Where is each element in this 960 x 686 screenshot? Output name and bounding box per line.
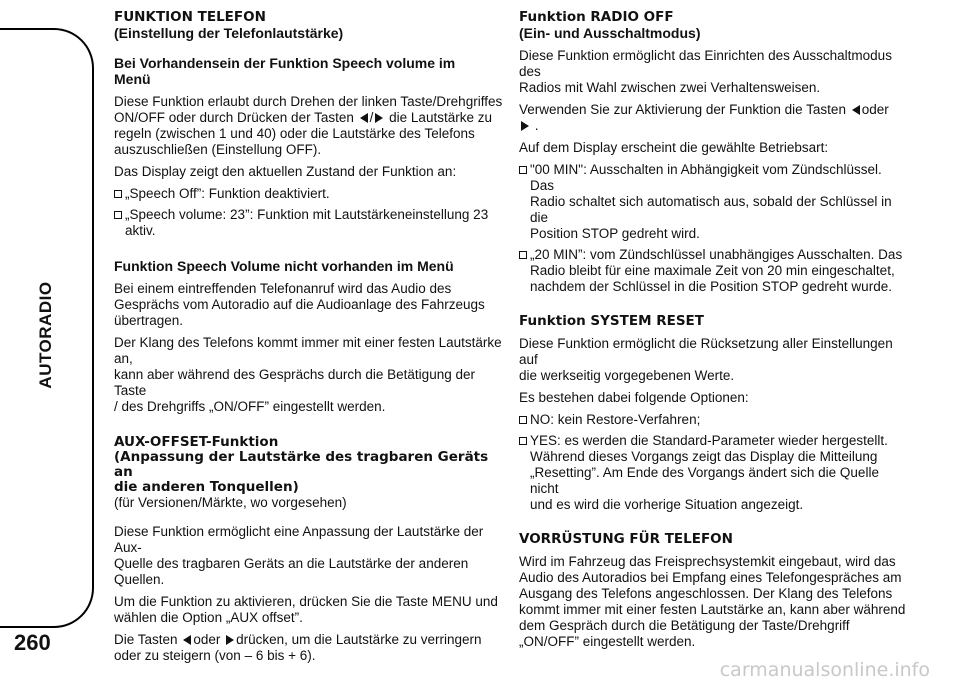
chapter-label: AUTORADIO [36, 281, 55, 389]
note-versions: (für Versionen/Märkte, wo vorgesehen) [114, 495, 347, 510]
checkbox-bullet-icon [114, 190, 122, 198]
left-column [114, 10, 504, 670]
heading-speech-volume-line1: Bei Vorhandensein der Funktion Speech volume im [114, 55, 456, 71]
subheading-aux-offset-line2: die anderen Tonquellen) [114, 479, 299, 495]
right-arrow-icon [521, 121, 529, 131]
paragraph-aux-keys: Die Tasten oder drücken, um die Lautstärke zu verringern oder zu steigern (von – 6 bis + 6). [114, 632, 482, 663]
paragraph-radio-off-keys: Verwenden Sie zur Aktivierung der Funktion die Tasten oder . [519, 102, 889, 133]
list-item: "00 MIN": Ausschalten in Abhängigkeit vom Zündschlüssel. Das Radio schaltet sich automatisch aus, sobald der Schlüssel in die Position STOP gedreht wird. [519, 162, 909, 242]
list-item: „Speech Off”: Funktion deaktiviert. [114, 186, 504, 202]
heading-radio-off: Funktion RADIO OFF [519, 9, 674, 25]
list-item: „Speech volume: 23”: Funktion mit Lautstärkeneinstellung 23 aktiv. [114, 207, 504, 239]
list-item: „20 MIN”: vom Zündschlüssel unabhängiges Ausschalten. Das Radio bleibt für eine maximale Zeit von 20 min eingeschaltet, nachdem der Schlüssel in die Position STOP gedreht wurde. [519, 247, 909, 295]
checkbox-bullet-icon [519, 251, 527, 259]
right-arrow-icon [226, 635, 234, 645]
paragraph-aux-activate: Um die Funktion zu aktivieren, drücken Sie die Taste MENU und wählen die Option „AUX offset”. [114, 594, 498, 625]
paragraph-display: Das Display zeigt den aktuellen Zustand der Funktion an: [114, 164, 457, 179]
paragraph-telefon-vorruestung: Wird im Fahrzeug das Freisprechsystemkit eingebaut, wird das Audio des Autoradios bei Empfang eines Telefongespräches am Ausgang des Telefons angeschlossen. Der Klang des Telefons kommt immer mit einer festen Lautstärke an, kann aber während dem Gespräch durch die Betätigung der Taste/Drehgriff „ON/OFF” eingestellt werden. [519, 554, 906, 649]
checkbox-bullet-icon [519, 416, 527, 424]
heading-system-reset: Funktion SYSTEM RESET [519, 313, 704, 329]
right-column [519, 10, 909, 656]
right-arrow-icon [375, 113, 383, 123]
watermark: carmanualsonline.info [719, 659, 930, 681]
checkbox-bullet-icon [114, 211, 122, 219]
paragraph-speech-volume: Diese Funktion erlaubt durch Drehen der linken Taste/Drehgriffes ON/OFF oder durch Drücken der Tasten / die Lautstärke zu regeln (zwischen 1 und 40) oder die Lautstärke des Telefons auszuschließen (Einstellung OFF). [114, 94, 503, 157]
left-arrow-icon [183, 635, 191, 645]
left-arrow-icon [852, 105, 860, 115]
paragraph-radio-off-display: Auf dem Display erscheint die gewählte Betriebsart: [519, 140, 829, 155]
list-item: NO: kein Restore-Verfahren; [519, 412, 909, 428]
heading-speech-volume-line2: Menü [114, 71, 151, 87]
paragraph-radio-off: Diese Funktion ermöglicht das Einrichten des Ausschaltmodus des Radios mit Wahl zwischen zwei Verhaltensweisen. [519, 48, 892, 95]
paragraph-system-reset: Diese Funktion ermöglicht die Rücksetzung aller Einstellungen auf die werkseitig vorgegebenen Werte. [519, 336, 893, 383]
checkbox-bullet-icon [519, 437, 527, 445]
paragraph-incoming-call: Bei einem eintreffenden Telefonanruf wird das Audio des Gesprächs vom Autoradio auf die Audioanlage des Fahrzeugs übertragen. [114, 281, 485, 328]
paragraph-options: Es bestehen dabei folgende Optionen: [519, 390, 749, 405]
checkbox-bullet-icon [519, 166, 527, 174]
subheading-aux-offset-line1: (Anpassung der Lautstärke des tragbaren Geräts an [114, 449, 489, 480]
heading-telefon-vorruestung: VORRÜSTUNG FÜR TELEFON [519, 531, 733, 547]
paragraph-aux-adjust: Diese Funktion ermöglicht eine Anpassung der Lautstärke der Aux- Quelle des tragbaren Geräts an die Lautstärke der anderen Quellen. [114, 524, 484, 587]
heading-aux-offset: AUX-OFFSET-Funktion [114, 434, 279, 450]
subheading-radio-off: (Ein- und Ausschaltmodus) [519, 25, 701, 41]
list-item: YES: es werden die Standard-Parameter wieder hergestellt. Während dieses Vorgangs zeigt das Display die Mitteilung „Resetting”. Am Ende des Vorgangs ändert sich die Quelle nicht und es wird die vorherige Situation angezeigt. [519, 433, 909, 513]
paragraph-phone-sound: Der Klang des Telefons kommt immer mit einer festen Lautstärke an, kann aber während des Gesprächs durch die Betätigung der Taste / des Drehgriffs „ON/OFF” eingestellt werden. [114, 335, 502, 414]
heading-funktion-telefon: FUNKTION TELEFON [114, 9, 266, 25]
sidebar [0, 0, 94, 686]
heading-speech-volume-absent: Funktion Speech Volume nicht vorhanden im Menü [114, 258, 454, 274]
subheading-telefonlautstaerke: (Einstellung der Telefonlautstärke) [114, 25, 344, 41]
page-number: 260 [14, 630, 51, 655]
left-arrow-icon [360, 113, 368, 123]
